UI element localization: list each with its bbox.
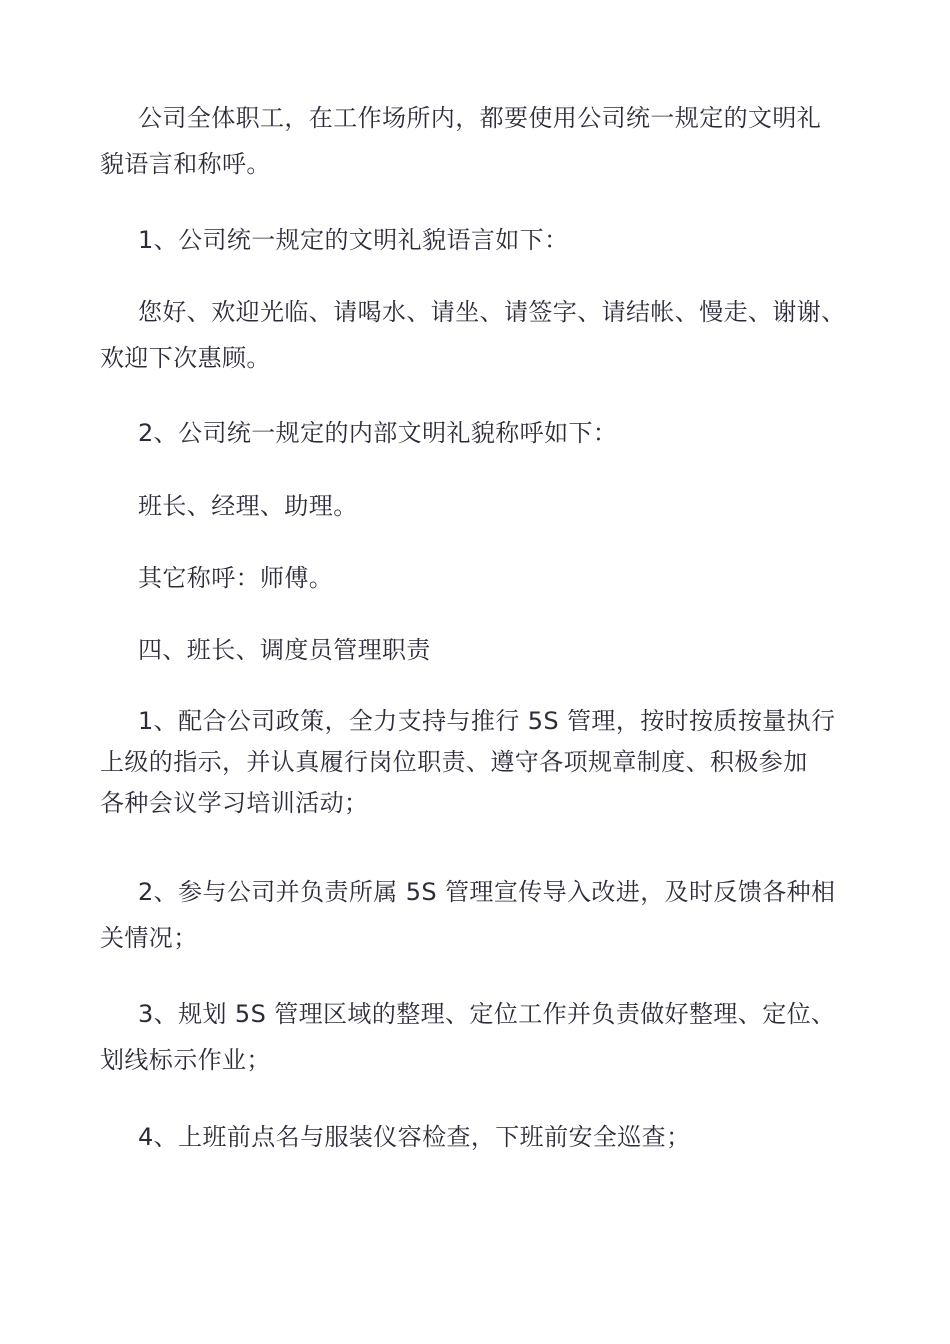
text-line: 您好、欢迎光临、请喝水、请坐、请签字、请结帐、慢走、谢谢、 bbox=[138, 298, 846, 326]
paragraph-internal-titles-heading bbox=[100, 420, 870, 446]
text-line: 3、规划 5S 管理区域的整理、定位工作并负责做好整理、定位、 bbox=[138, 1000, 836, 1028]
paragraph-duty-2 bbox=[100, 879, 870, 951]
paragraph-courtesy-language-heading bbox=[100, 227, 870, 253]
text-line: 划线标示作业； bbox=[100, 1046, 271, 1074]
text-line: 各种会议学习培训活动； bbox=[100, 789, 369, 817]
text-line: 班长、经理、助理。 bbox=[138, 492, 358, 520]
paragraph-courtesy-phrases bbox=[100, 299, 870, 371]
text-line: 4、上班前点名与服装仪容检查，下班前安全巡查； bbox=[138, 1123, 691, 1151]
paragraph-duty-1 bbox=[100, 708, 870, 816]
text-line: 其它称呼：师傅。 bbox=[138, 564, 334, 592]
text-line: 公司全体职工，在工作场所内，都要使用公司统一规定的文明礼 bbox=[138, 104, 822, 132]
text-line: 四、班长、调度员管理职责 bbox=[138, 636, 431, 664]
paragraph-courtesy-intro bbox=[100, 105, 870, 177]
paragraph-duty-3 bbox=[100, 1001, 870, 1073]
text-line: 1、公司统一规定的文明礼貌语言如下： bbox=[138, 226, 569, 254]
paragraph-internal-titles bbox=[100, 493, 870, 519]
text-line: 貌语言和称呼。 bbox=[100, 150, 271, 178]
text-line: 2、参与公司并负责所属 5S 管理宣传导入改进，及时反馈各种相 bbox=[138, 878, 836, 906]
paragraph-duty-4 bbox=[100, 1124, 870, 1150]
text-line: 1、配合公司政策，全力支持与推行 5S 管理，按时按质按量执行 bbox=[138, 707, 836, 735]
text-line: 欢迎下次惠顾。 bbox=[100, 344, 271, 372]
text-line: 上级的指示，并认真履行岗位职责、遵守各项规章制度、积极参加 bbox=[100, 748, 808, 776]
section-heading-duties bbox=[100, 637, 870, 663]
paragraph-other-titles bbox=[100, 565, 870, 591]
text-line: 2、公司统一规定的内部文明礼貌称呼如下： bbox=[138, 419, 618, 447]
text-line: 关情况； bbox=[100, 924, 198, 952]
